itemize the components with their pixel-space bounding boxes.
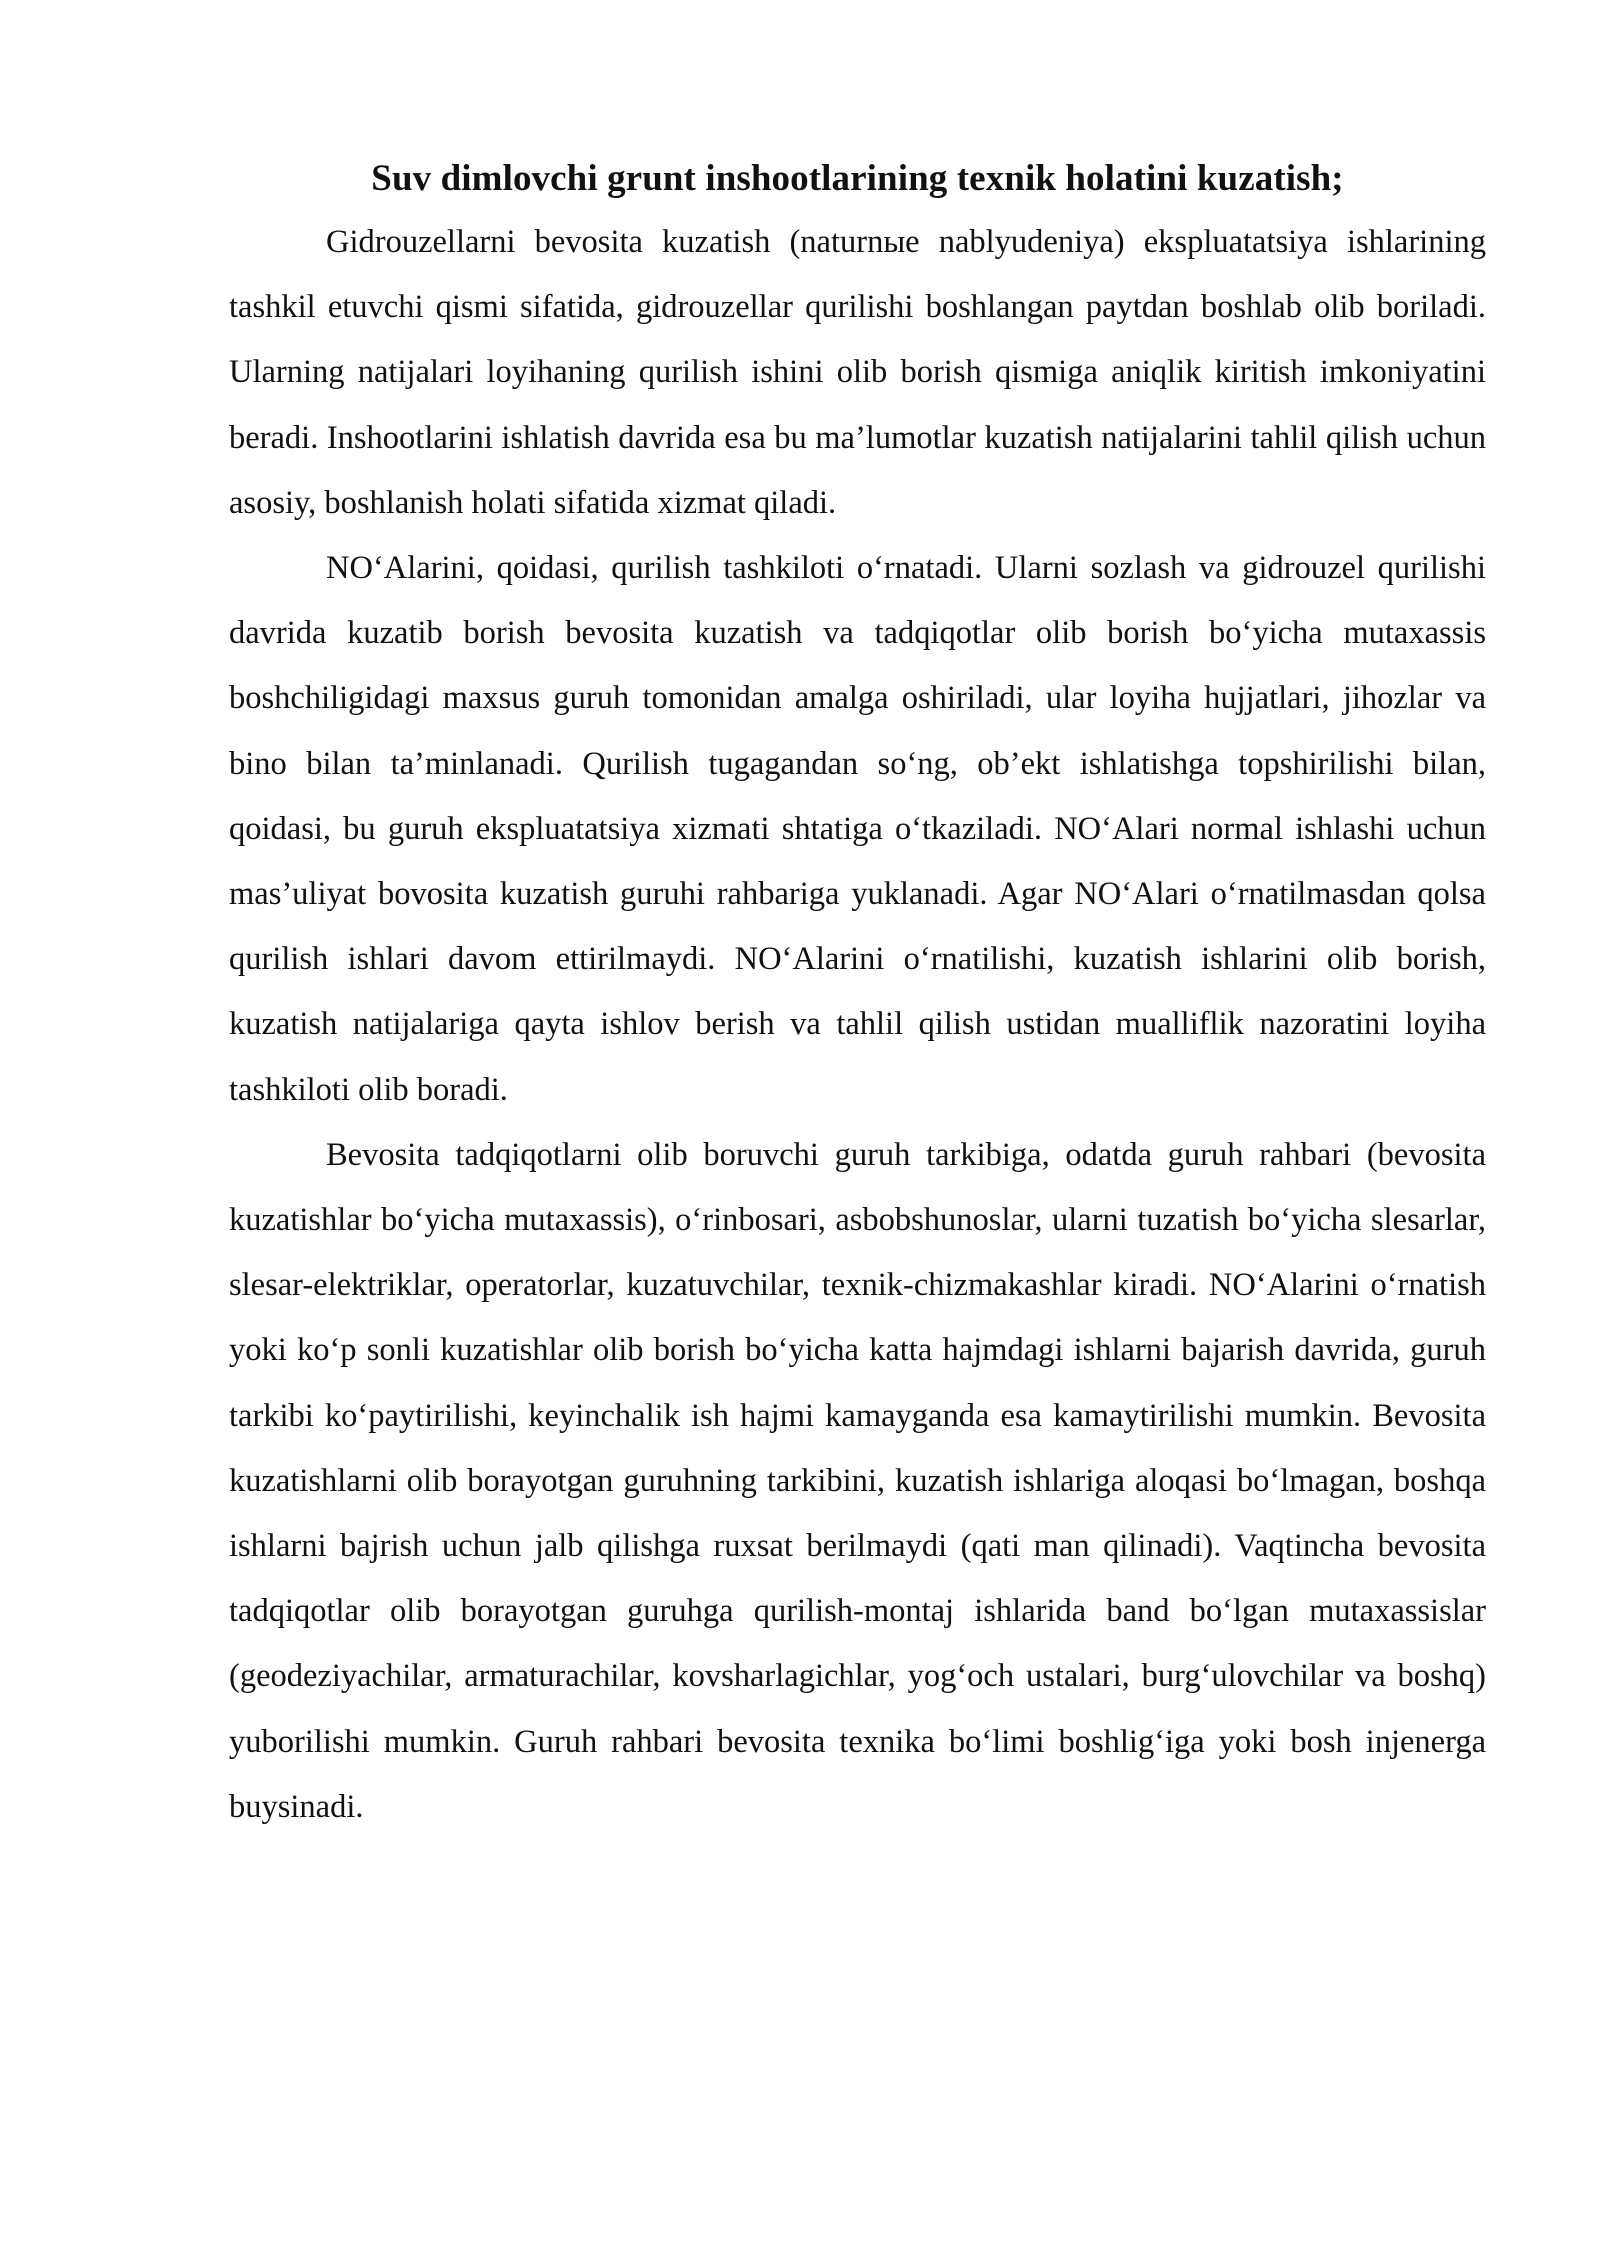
document-title: Suv dimlovchi grunt inshootlarining texnik holatini kuzatish;: [371, 158, 1344, 199]
paragraph-observation-intro: Gidrouzellarni bevosita kuzatish (naturnыe nablyudeniya) ekspluatatsiya ishlarining tashkil etuvchi qismi sifatida, gidrouzellar qurilishi boshlangan paytdan boshlab olib boriladi. Ularning natijalari loyihaning qurilish ishini olib borish qismiga aniqlik kiritish imkoniyatini beradi. Inshootlarini ishlatish davrida esa bu ma’lumotlar kuzatish natijalarini tahlil qilish uchun asosiy, boshlanish holati sifatida xizmat qiladi.: [229, 224, 1486, 521]
document-body: [229, 150, 1486, 1840]
paragraph-group-composition: Bevosita tadqiqotlarni olib boruvchi guruh tarkibiga, odatda guruh rahbari (bevosita kuzatishlar bo‘yicha mutaxassis), o‘rinbosari, asbobshunoslar, ularni tuzatish bo‘yicha slesarlar, slesar-elektriklar, operatorlar, kuzatuvchilar, texnik-chizmakashlar kiradi. NO‘Alarini o‘rnatish yoki ko‘p sonli kuzatishlar olib borish bo‘yicha katta hajmdagi ishlarni bajarish davrida, guruh tarkibi ko‘paytirilishi, keyinchalik ish hajmi kamayganda esa kamaytirilishi mumkin. Bevosita kuzatishlarni olib borayotgan guruhning tarkibini, kuzatish ishlariga aloqasi bo‘lmagan, boshqa ishlarni bajrish uchun jalb qilishga ruxsat berilmaydi (qati man qilinadi). Vaqtincha bevosita tadqiqotlar olib borayotgan guruhga qurilish-montaj ishlarida band bo‘lgan mutaxassislar (geodeziyachilar, armaturachilar, kovsharlagichlar, yog‘och ustalari, burg‘ulovchilar va boshq) yuborilishi mumkin. Guruh rahbari bevosita texnika bo‘limi boshlig‘iga yoki bosh injenerga buysinadi.: [229, 1136, 1486, 1825]
paragraph-installation-responsibility: NO‘Alarini, qoidasi, qurilish tashkiloti o‘rnatadi. Ularni sozlash va gidrouzel qurilishi davrida kuzatib borish bevosita kuzatish va tadqiqotlar olib borish bo‘yicha mutaxassis boshchiligidagi maxsus guruh tomonidan amalga oshiriladi, ular loyiha hujjatlari, jihozlar va bino bilan ta’minlanadi. Qurilish tugagandan so‘ng, ob’ekt ishlatishga topshirilishi bilan, qoidasi, bu guruh ekspluatatsiya xizmati shtatiga o‘tkaziladi. NO‘Alari normal ishlashi uchun mas’uliyat bovosita kuzatish guruhi rahbariga yuklanadi. Agar NO‘Alari o‘rnatilmasdan qolsa qurilish ishlari davom ettirilmaydi. NO‘Alarini o‘rnatilishi, kuzatish ishlarini olib borish, kuzatish natijalariga qayta ishlov berish va tahlil qilish ustidan mualliflik nazoratini loyiha tashkiloti olib boradi.: [229, 550, 1486, 1108]
